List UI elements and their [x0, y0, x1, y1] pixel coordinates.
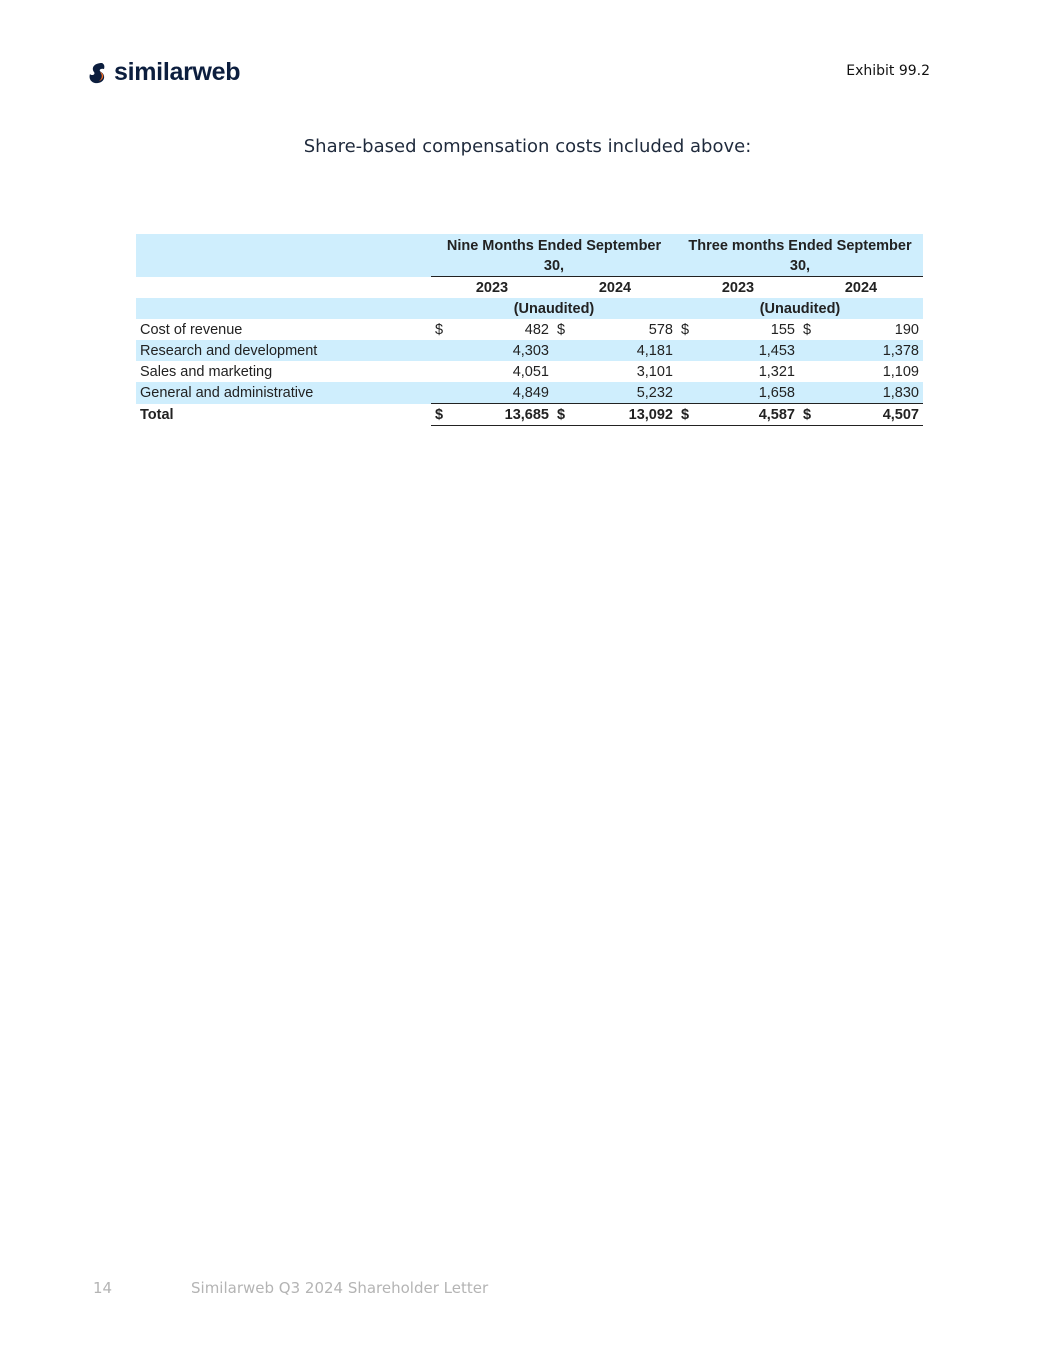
cell-value: 190 — [894, 321, 919, 338]
cell-value: 1,109 — [882, 363, 919, 380]
exhibit-label: Exhibit 99.2 — [846, 63, 930, 79]
total-value: 4,587 — [707, 404, 799, 426]
unaudited-label: (Unaudited) — [431, 298, 677, 319]
period-header-nine-months: Nine Months Ended September 30, — [431, 234, 677, 277]
share-based-compensation-table — [136, 234, 923, 426]
cell-value: 4,051 — [512, 363, 549, 380]
unaudited-label: (Unaudited) — [677, 298, 923, 319]
cell-value: 4,181 — [583, 340, 677, 361]
row-label: Total — [140, 406, 174, 423]
page-number: 14 — [93, 1279, 113, 1297]
cell-value: 1,453 — [707, 340, 799, 361]
year-header-row — [136, 277, 923, 299]
cell-value: 3,101 — [636, 363, 673, 380]
currency-symbol: $ — [557, 321, 566, 338]
year-header: 2023 — [721, 279, 755, 296]
row-label: Cost of revenue — [140, 321, 243, 338]
period-header-row — [136, 234, 923, 277]
table-row — [136, 361, 923, 382]
cell-value: 1,658 — [707, 382, 799, 404]
cell-value: 4,303 — [461, 340, 553, 361]
period-header-three-months: Three months Ended September 30, — [677, 234, 923, 277]
company-logo — [88, 58, 240, 87]
year-header: 2024 — [598, 279, 632, 296]
table-row — [136, 340, 923, 361]
currency-symbol: $ — [799, 404, 829, 426]
similarweb-logo-icon — [88, 60, 108, 86]
currency-symbol: $ — [553, 404, 583, 426]
cell-value: 1,830 — [829, 382, 923, 404]
total-row — [136, 404, 923, 426]
row-label: General and administrative — [136, 382, 431, 404]
table-row — [136, 382, 923, 404]
currency-symbol: $ — [803, 321, 812, 338]
unaudited-row — [136, 298, 923, 319]
currency-symbol: $ — [431, 404, 461, 426]
currency-symbol: $ — [435, 321, 444, 338]
year-header: 2023 — [475, 279, 509, 296]
year-header: 2024 — [844, 279, 878, 296]
row-label: Sales and marketing — [140, 363, 273, 380]
cell-value: 4,849 — [461, 382, 553, 404]
logo-text: similarweb — [114, 58, 241, 86]
currency-symbol: $ — [677, 404, 707, 426]
total-value: 4,507 — [829, 404, 923, 426]
section-heading: Share-based compensation costs included above: — [303, 136, 752, 157]
currency-symbol: $ — [681, 321, 690, 338]
footer-title: Similarweb Q3 2024 Shareholder Letter — [191, 1279, 489, 1297]
cell-value: 578 — [648, 321, 673, 338]
cell-value: 1,321 — [758, 363, 795, 380]
row-label: Research and development — [136, 340, 431, 361]
cell-value: 1,378 — [829, 340, 923, 361]
cell-value: 482 — [524, 321, 549, 338]
cell-value: 155 — [770, 321, 795, 338]
total-value: 13,685 — [461, 404, 553, 426]
total-value: 13,092 — [583, 404, 677, 426]
cell-value: 5,232 — [583, 382, 677, 404]
table-row — [136, 319, 923, 340]
